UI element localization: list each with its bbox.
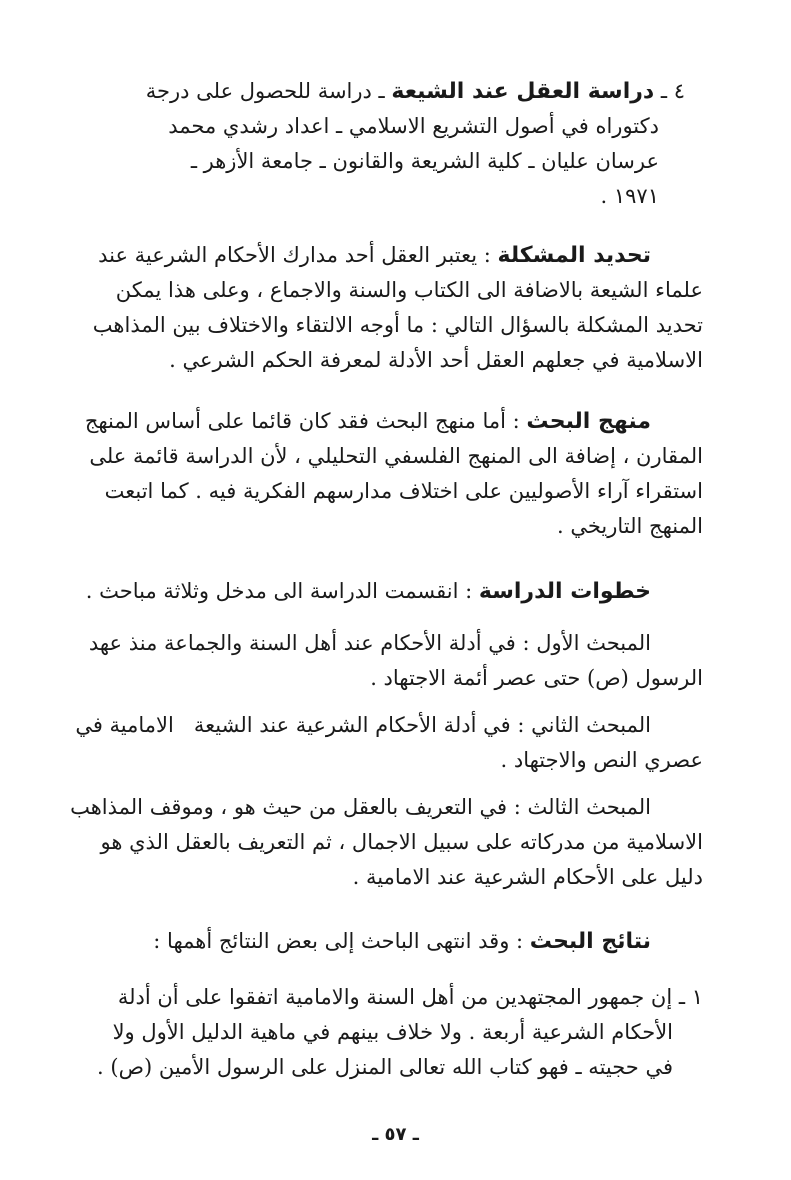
chapter-1-paragraph xyxy=(79,626,703,696)
steps-heading: خطوات الدراسة xyxy=(478,579,651,604)
method-first-line xyxy=(79,404,651,439)
page-number: ـ ٥٧ ـ xyxy=(372,1124,419,1145)
chapter-2-line-2: عصري النص والاجتهاد . xyxy=(500,748,703,772)
result-1-paragraph xyxy=(79,980,703,1085)
problem-heading: تحديد المشكلة xyxy=(497,243,651,268)
entry-line-1: ـ دراسة للحصول على درجة xyxy=(145,79,385,103)
entry-number: ٤ ـ xyxy=(660,79,685,103)
chapter-2-line-1: المبحث الثاني : في أدلة الأحكام الشرعية عند الشيعة الامامية في xyxy=(75,713,651,737)
chapter-1-line-1: المبحث الأول : في أدلة الأحكام عند أهل السنة والجماعة منذ عهد xyxy=(88,631,651,655)
entry-heading: دراسة العقل عند الشيعة xyxy=(391,79,655,104)
chapter-3-line-3: دليل على الأحكام الشرعية عند الامامية . xyxy=(352,865,703,889)
chapter-3-line-2: الاسلامية من مدركاته على سبيل الاجمال ، ثم التعريف بالعقل الذي هو xyxy=(100,830,703,854)
result-1-line-3: في حجيته ـ فهو كتاب الله تعالى المنزل على الرسول الأمين (ص) . xyxy=(97,1055,673,1079)
problem-first-line xyxy=(79,238,651,273)
method-line-2: المقارن ، إضافة الى المنهج الفلسفي التحليلي ، لأن الدراسة قائمة على xyxy=(89,444,703,468)
result-1-first-line xyxy=(79,980,703,1015)
steps-line xyxy=(85,574,651,609)
result-1-number: ١ ـ xyxy=(678,985,703,1009)
problem-line-2: علماء الشيعة بالاضافة الى الكتاب والسنة والاجماع ، وعلى هذا يمكن xyxy=(115,278,703,302)
bibliography-entry-4 xyxy=(85,74,685,214)
method-line-3: استقراء آراء الأصوليين على اختلاف مدارسهم الفكرية فيه . كما اتبعت xyxy=(104,479,703,503)
entry-line-4: ١٩٧١ . xyxy=(600,184,659,208)
problem-line-3: تحديد المشكلة بالسؤال التالي : ما أوجه الالتقاء والاختلاف بين المذاهب xyxy=(92,313,703,337)
problem-paragraph xyxy=(79,238,703,378)
chapter-3-paragraph xyxy=(70,790,703,895)
method-line-4: المنهج التاريخي . xyxy=(557,514,703,538)
entry-line-3: عرسان عليان ـ كلية الشريعة والقانون ـ جامعة الأزهر ـ xyxy=(190,149,659,173)
method-heading: منهج البحث xyxy=(526,409,651,434)
results-heading: نتائج البحث xyxy=(529,929,651,954)
steps-paragraph xyxy=(85,574,651,609)
problem-line-1: : يعتبر العقل أحد مدارك الأحكام الشرعية عند xyxy=(98,243,491,267)
chapter-1-line-2: الرسول (ص) حتى عصر أئمة الاجتهاد . xyxy=(370,666,703,690)
method-line-1: : أما منهج البحث فقد كان قائما على أساس المنهج xyxy=(84,409,520,433)
problem-line-4: الاسلامية في جعلهم العقل أحد الأدلة لمعرفة الحكم الشرعي . xyxy=(169,348,703,372)
method-paragraph xyxy=(79,404,703,544)
results-line xyxy=(91,924,651,959)
result-1-line-2: الأحكام الشرعية أربعة . ولا خلاف بينهم في ماهية الدليل الأول ولا xyxy=(112,1020,673,1044)
entry-line-2: دكتوراه في أصول التشريع الاسلامي ـ اعداد رشدي محمد xyxy=(168,114,659,138)
chapter-3-line-1: المبحث الثالث : في التعريف بالعقل من حيث هو ، وموقف المذاهب xyxy=(70,795,651,819)
entry-first-line xyxy=(85,74,685,109)
chapter-2-paragraph xyxy=(75,708,703,778)
result-1-line-1: إن جمهور المجتهدين من أهل السنة والامامية اتفقوا على أن أدلة xyxy=(117,985,673,1009)
results-paragraph xyxy=(91,924,651,959)
steps-text: : انقسمت الدراسة الى مدخل وثلاثة مباحث . xyxy=(85,579,473,603)
results-text: : وقد انتهى الباحث إلى بعض النتائج أهمها : xyxy=(153,929,524,953)
